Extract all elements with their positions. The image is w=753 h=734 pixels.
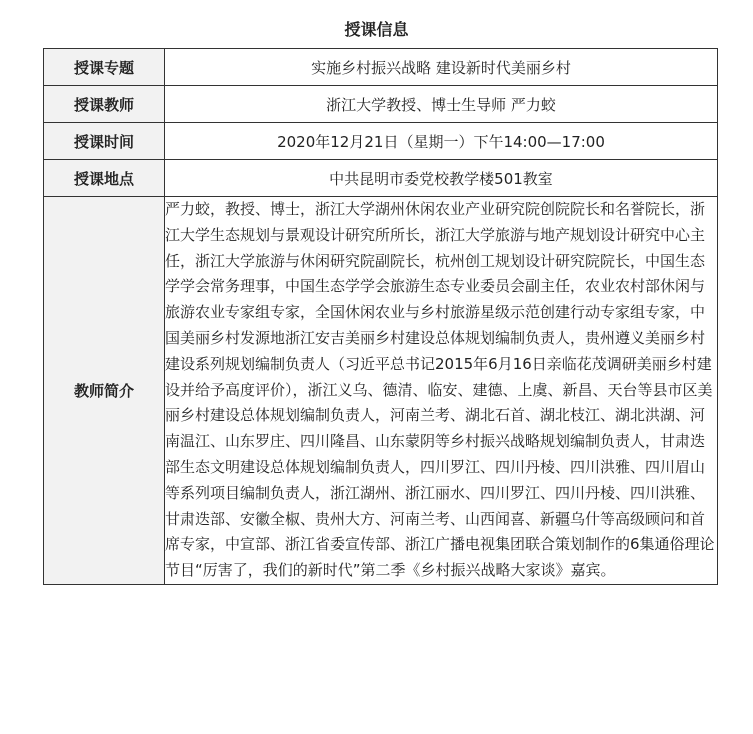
table-row — [44, 160, 718, 197]
teacher-label: 授课教师 — [44, 86, 165, 123]
time-value: 2020年12月21日（星期一）下午14:00—17:00 — [165, 123, 718, 160]
table-row — [44, 86, 718, 123]
table-row — [44, 197, 718, 585]
bio-label: 教师简介 — [44, 197, 165, 585]
page-title: 授课信息 — [344, 20, 409, 39]
course-info-table — [43, 48, 718, 585]
table-row — [44, 123, 718, 160]
topic-label: 授课专题 — [44, 49, 165, 86]
topic-value: 实施乡村振兴战略 建设新时代美丽乡村 — [165, 49, 718, 86]
teacher-value: 浙江大学教授、博士生导师 严力蛟 — [165, 86, 718, 123]
time-label: 授课时间 — [44, 123, 165, 160]
bio-text: 严力蛟，教授、博士，浙江大学湖州休闲农业产业研究院创院院长和名誉院长，浙江大学生态规划与景观设计研究所所长，浙江大学旅游与地产规划设计研究中心主任，浙江大学旅游与休闲研究院副院长，杭州创工规划设计研究院院长，中国生态学学会常务理事，中国生态学学会旅游生态专业委员会副主任，农业农村部休闲与旅游农业专家组专家，全国休闲农业与乡村旅游星级示范创建行动专家组专家，中国美丽乡村发源地浙江安吉美丽乡村建设总体规划编制负责人，贵州遵义美丽乡村建设系列规划编制负责人（习近平总书记2015年6月16日亲临花茂调研美丽乡村建设并给予高度评价），浙江义乌、德清、临安、建德、上虞、新昌、天台等县市区美丽乡村建设总体规划编制负责人，河南兰考、湖北石首、湖北枝江、湖北洪湖、河南温江、山东罗庄、四川隆昌、山东蒙阴等乡村振兴战略规划编制负责人，甘肃迭部生态文明建设总体规划编制负责人，四川罗江、四川丹棱、四川洪雅、四川眉山等系列项目编制负责人，浙江湖州、浙江丽水、四川罗江、四川丹棱、四川洪雅、甘肃迭部、安徽全椒、贵州大方、河南兰考、山西闻喜、新疆乌什等高级顾问和首席专家，中宣部、浙江省委宣传部、浙江广播电视集团联合策划制作的6集通俗理论节目“厉害了，我们的新时代”第二季《乡村振兴战略大家谈》嘉宾。 — [165, 197, 718, 585]
location-label: 授课地点 — [44, 160, 165, 197]
location-value: 中共昆明市委党校教学楼501教室 — [165, 160, 718, 197]
table-row — [44, 49, 718, 86]
